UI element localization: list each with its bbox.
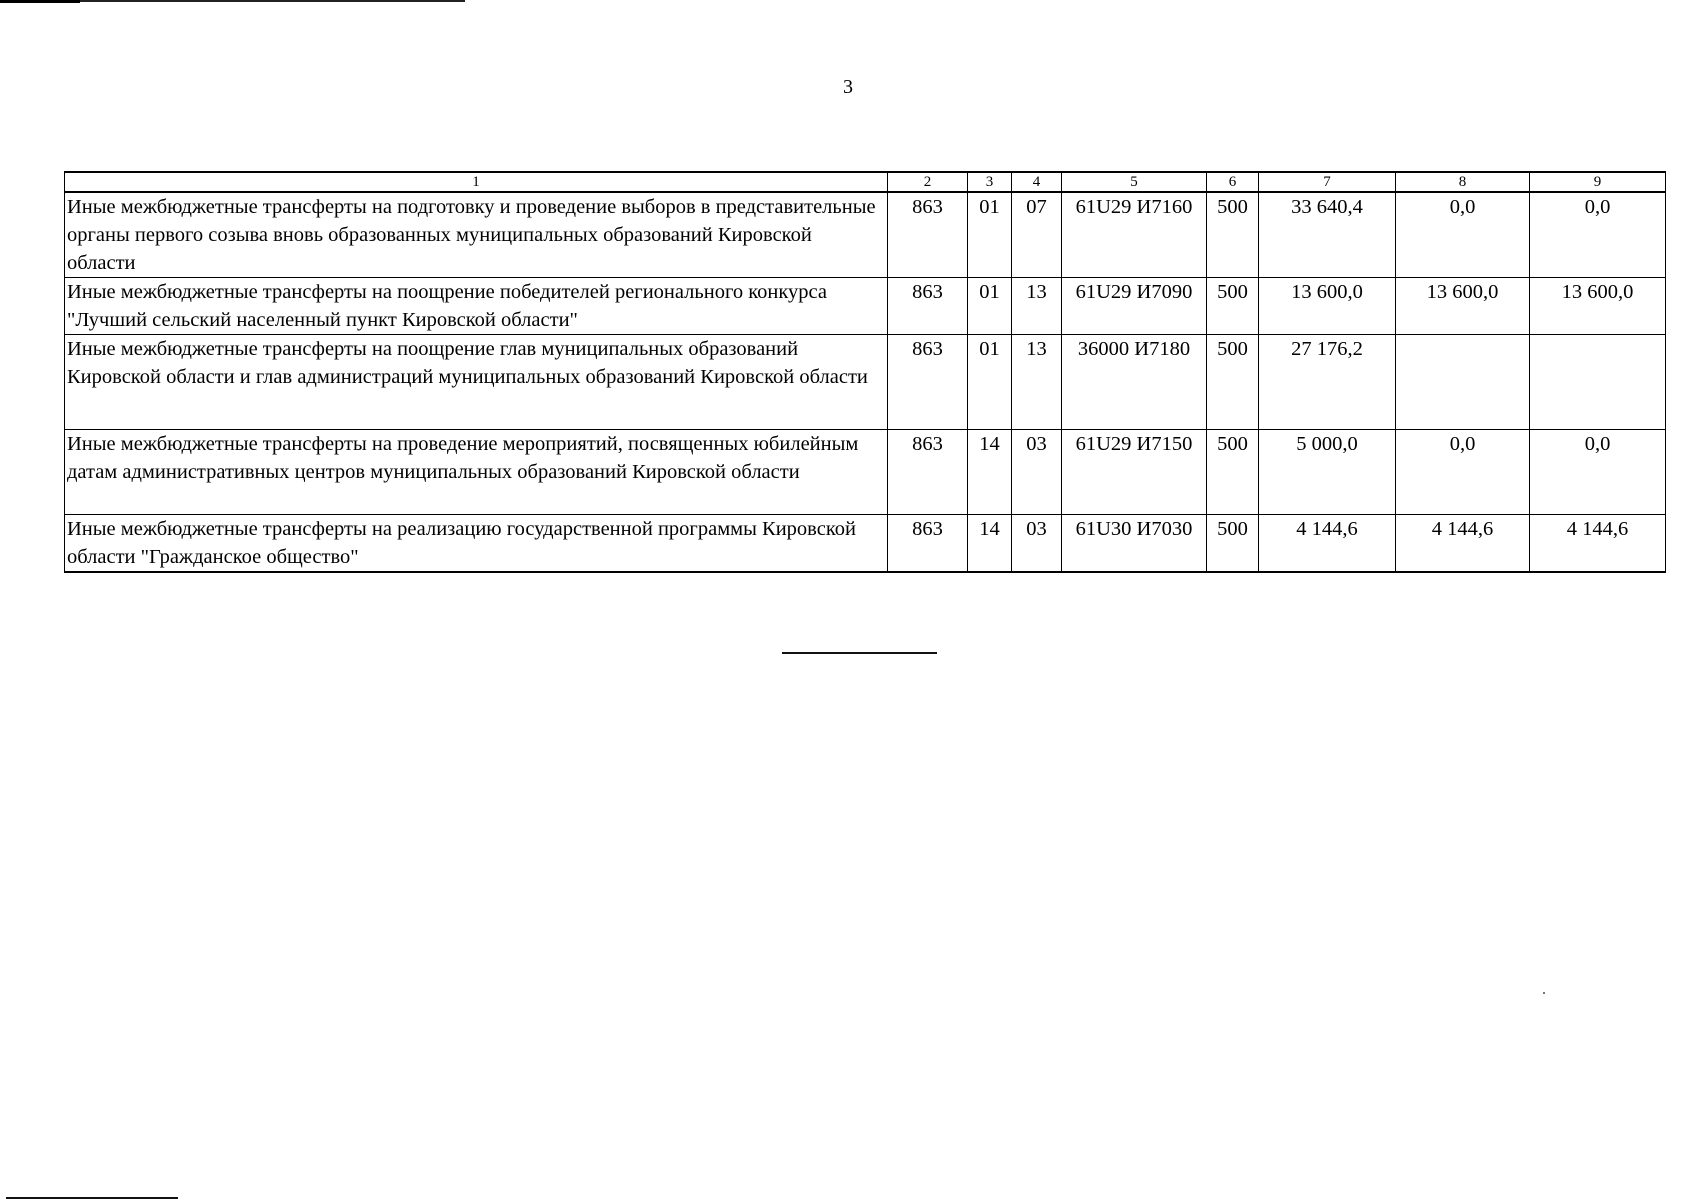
row-amount-col9: 13 600,0 — [1530, 278, 1666, 335]
table-header — [65, 172, 1666, 192]
row-expense-type: 500 — [1207, 430, 1259, 515]
scan-speck — [1543, 992, 1545, 994]
row-target-code: 36000 И7180 — [1062, 335, 1207, 430]
row-expense-type: 500 — [1207, 335, 1259, 430]
header-cell-8: 8 — [1396, 172, 1530, 192]
header-cell-6: 6 — [1207, 172, 1259, 192]
row-subsection-code: 03 — [1012, 515, 1062, 573]
row-description: Иные межбюджетные трансферты на подготовку и проведение выборов в представительные органы первого созыва вновь образованных муниципальных образований Кировской области — [65, 192, 888, 278]
row-target-code: 61U29 И7160 — [1062, 192, 1207, 278]
row-subsection-code: 13 — [1012, 278, 1062, 335]
row-target-code: 61U29 И7090 — [1062, 278, 1207, 335]
row-amount-col7: 5 000,0 — [1259, 430, 1396, 515]
row-section-code: 01 — [968, 335, 1012, 430]
end-separator-line — [782, 652, 937, 654]
row-ministry-code: 863 — [888, 335, 968, 430]
table-row — [65, 192, 1666, 278]
row-subsection-code: 03 — [1012, 430, 1062, 515]
row-description: Иные межбюджетные трансферты на проведение мероприятий, посвященных юбилейным датам административных центров муниципальных образований Кировской области — [65, 430, 888, 515]
row-amount-col9: 0,0 — [1530, 192, 1666, 278]
row-description: Иные межбюджетные трансферты на поощрение победителей регионального конкурса "Лучший сельский населенный пункт Кировской области" — [65, 278, 888, 335]
row-amount-col8: 13 600,0 — [1396, 278, 1530, 335]
budget-table — [64, 171, 1666, 573]
row-expense-type: 500 — [1207, 515, 1259, 573]
scan-edge-line-top-thick — [0, 0, 80, 3]
row-expense-type: 500 — [1207, 192, 1259, 278]
table-body — [65, 192, 1666, 572]
row-description: Иные межбюджетные трансферты на реализацию государственной программы Кировской области "Гражданское общество" — [65, 515, 888, 573]
row-amount-col8: 0,0 — [1396, 430, 1530, 515]
row-target-code: 61U29 И7150 — [1062, 430, 1207, 515]
row-section-code: 14 — [968, 430, 1012, 515]
header-cell-9: 9 — [1530, 172, 1666, 192]
row-ministry-code: 863 — [888, 430, 968, 515]
scan-edge-line-bottom — [6, 1197, 178, 1199]
table-row — [65, 515, 1666, 573]
header-cell-1: 1 — [65, 172, 888, 192]
row-section-code: 01 — [968, 278, 1012, 335]
row-amount-col7: 33 640,4 — [1259, 192, 1396, 278]
header-cell-2: 2 — [888, 172, 968, 192]
row-amount-col8 — [1396, 335, 1530, 430]
header-cell-3: 3 — [968, 172, 1012, 192]
header-cell-4: 4 — [1012, 172, 1062, 192]
header-row — [65, 172, 1666, 192]
row-amount-col7: 13 600,0 — [1259, 278, 1396, 335]
row-subsection-code: 07 — [1012, 192, 1062, 278]
row-amount-col7: 4 144,6 — [1259, 515, 1396, 573]
table-row — [65, 335, 1666, 430]
row-amount-col9: 0,0 — [1530, 430, 1666, 515]
row-expense-type: 500 — [1207, 278, 1259, 335]
header-cell-7: 7 — [1259, 172, 1396, 192]
row-section-code: 14 — [968, 515, 1012, 573]
row-target-code: 61U30 И7030 — [1062, 515, 1207, 573]
row-section-code: 01 — [968, 192, 1012, 278]
row-ministry-code: 863 — [888, 278, 968, 335]
page-number: 3 — [843, 76, 853, 98]
row-amount-col7: 27 176,2 — [1259, 335, 1396, 430]
row-description: Иные межбюджетные трансферты на поощрение глав муниципальных образований Кировской области и глав администраций муниципальных образований Кировской области — [65, 335, 888, 430]
row-amount-col8: 0,0 — [1396, 192, 1530, 278]
row-ministry-code: 863 — [888, 192, 968, 278]
row-amount-col8: 4 144,6 — [1396, 515, 1530, 573]
table-row — [65, 278, 1666, 335]
header-cell-5: 5 — [1062, 172, 1207, 192]
table-row — [65, 430, 1666, 515]
row-ministry-code: 863 — [888, 515, 968, 573]
row-subsection-code: 13 — [1012, 335, 1062, 430]
row-amount-col9 — [1530, 335, 1666, 430]
row-amount-col9: 4 144,6 — [1530, 515, 1666, 573]
